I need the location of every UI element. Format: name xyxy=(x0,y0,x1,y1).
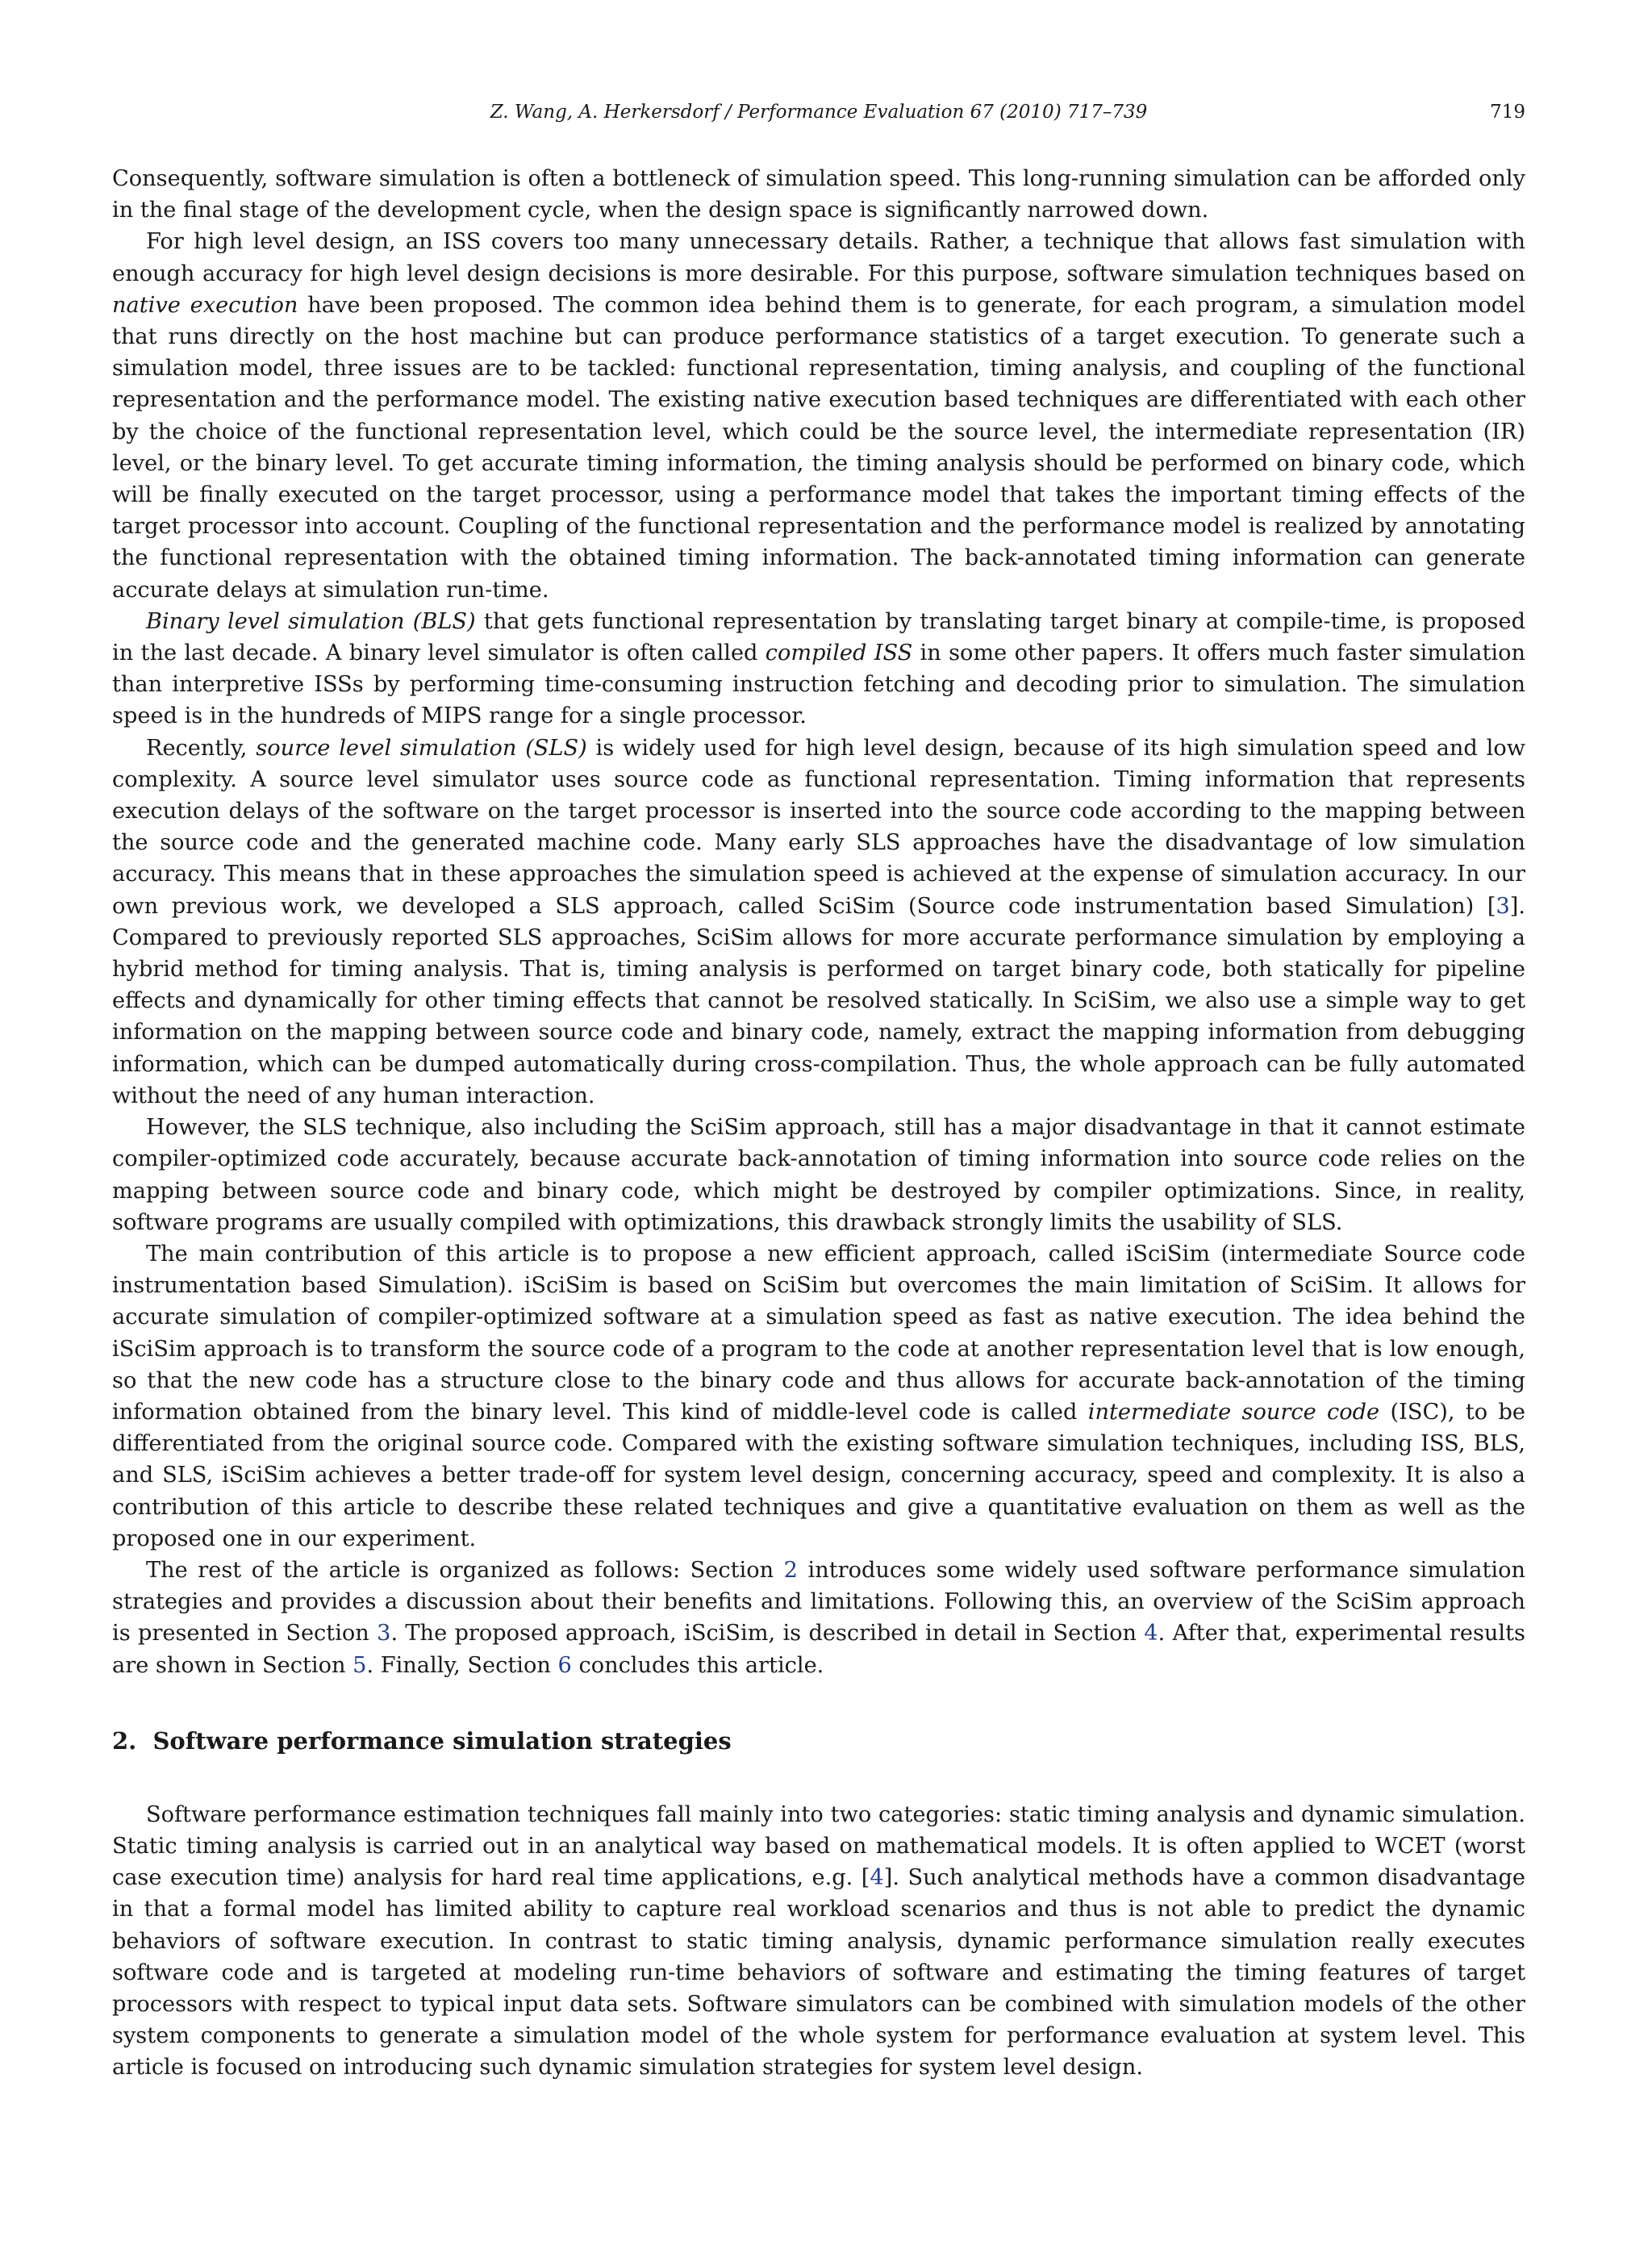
paragraph-4 xyxy=(112,733,1525,1112)
citation-link-4[interactable]: 4 xyxy=(870,1865,884,1891)
section-body-text xyxy=(112,1799,1525,2084)
section-link-6[interactable]: 6 xyxy=(557,1652,572,1678)
running-header xyxy=(112,95,1525,131)
paragraph-text: . After that, experimental results are shown in Section xyxy=(112,1621,1525,1678)
paragraph-text: (ISC), to be differentiated from the original source code. Compared with the existing software simulation techniques, including ISS, BLS, and SLS, iSciSim achieves a better trade-off for system level design, concerning accuracy, speed and complexity. It is also a contribution of this article to describe these related techniques and give a quantitative evaluation on them as well as the proposed one in our experiment. xyxy=(112,1399,1525,1551)
paragraph-text: Consequently, software simulation is often a bottleneck of simulation speed. This long-running simulation can be afforded only in the final stage of the development cycle, when the design space is significantly narrowed down. xyxy=(112,166,1525,223)
paragraph-text: . The proposed approach, iSciSim, is described in detail in Section xyxy=(390,1621,1145,1647)
section-title: Software performance simulation strategies xyxy=(152,1726,732,1755)
paragraph-text: have been proposed. The common idea behind them is to generate, for each program, a simulation model that runs directly on the host machine but can produce performance statistics of a target execution. To generate such a simulation model, three issues are to be tackled: functional representation, timing analysis, and coupling of the functional representation and the performance model. The existing native execution based techniques are differentiated with each other by the choice of the functional representation level, which could be the source level, the intermediate representation (IR) level, or the binary level. To get accurate timing information, the timing analysis should be performed on binary code, which will be finally executed on the target processor, using a performance model that takes the important timing effects of the target processor into account. Coupling of the functional representation and the performance model is realized by annotating the functional representation with the obtained timing information. The back-annotated timing information can generate accurate delays at simulation run-time. xyxy=(112,292,1525,603)
section-link-3[interactable]: 3 xyxy=(377,1621,391,1647)
emphasis-isc: intermediate source code xyxy=(1087,1399,1380,1425)
paragraph-5 xyxy=(112,1112,1525,1238)
paragraph-text: that gets functional representation by translating target binary at compile-time, is proposed in the last decade. A binary level simulator is often called xyxy=(112,608,1525,666)
section-link-2[interactable]: 2 xyxy=(783,1557,798,1583)
paper-page xyxy=(112,95,1525,2084)
paragraph-text: is widely used for high level design, because of its high simulation speed and low complexity. A source level simulator uses source code as functional representation. Timing information that represents execution delays of the software on the target processor is inserted into the source code according to the mapping between the source code and the generated machine code. Many early SLS approaches have the disadvantage of low simulation accuracy. This means that in these approaches the simulation speed is achieved at the expense of simulation accuracy. In our own previous work, we developed a SLS approach, called SciSim (Source code instrumentation based Simulation) [ xyxy=(112,735,1526,919)
emphasis-sls: source level simulation (SLS) xyxy=(256,735,587,761)
emphasis-bls: Binary level simulation (BLS) xyxy=(146,608,476,634)
body-text xyxy=(112,163,1525,1681)
paragraph-text: For high level design, an ISS covers too many unnecessary details. Rather, a technique that allows fast simulation with enough accuracy for high level design decisions is more desirable. For this purpose, software simulation techniques based on xyxy=(112,229,1525,286)
paragraph-2 xyxy=(112,226,1525,605)
citation-link-3[interactable]: 3 xyxy=(1496,893,1510,919)
emphasis-native-execution: native execution xyxy=(112,292,298,318)
section-heading xyxy=(112,1725,1525,1757)
paragraph-text: Recently, xyxy=(146,735,257,761)
section-number: 2. xyxy=(112,1726,137,1755)
section-link-5[interactable]: 5 xyxy=(353,1652,367,1678)
page-number: 719 xyxy=(1490,102,1525,123)
paragraph-6 xyxy=(112,1238,1525,1555)
paragraph-1 xyxy=(112,163,1525,226)
paragraph-text: ]. Such analytical methods have a common disadvantage in that a formal model has limited ability to capture real workload scenarios and thus is not able to predict the dynamic behaviors of software execution. In contrast to static timing analysis, dynamic performance simulation really executes software code and is targeted at modeling run-time behaviors of software and estimating the timing features of target processors with respect to typical input data sets. Software simulators can be combined with simulation models of the other system components to generate a simulation model of the whole system for performance evaluation at system level. This article is focused on introducing such dynamic simulation strategies for system level design. xyxy=(112,1865,1525,2081)
journal-citation: Z. Wang, A. Herkersdorf / Performance Evaluation 67 (2010) 717–739 xyxy=(490,102,1148,123)
paragraph-text: Software performance estimation techniques fall mainly into two categories: static timing analysis and dynamic simulation. Static timing analysis is carried out in an analytical way based on mathematical models. It is often applied to WCET (worst case execution time) analysis for hard real time applications, e.g. [ xyxy=(112,1801,1525,1891)
paragraph-text: The rest of the article is organized as follows: Section xyxy=(146,1557,784,1583)
paragraph-text: concludes this article. xyxy=(571,1652,824,1678)
paragraph-text: . Finally, Section xyxy=(366,1652,558,1678)
emphasis-compiled-iss: compiled ISS xyxy=(765,641,913,666)
paragraph-text: ]. Compared to previously reported SLS approaches, SciSim allows for more accurate performance simulation by employing a hybrid method for timing analysis. That is, timing analysis is performed on target binary code, both statically for pipeline effects and dynamically for other timing effects that cannot be resolved statically. In SciSim, we also use a simple way to get information on the mapping between source code and binary code, namely, extract the mapping information from debugging information, which can be dumped automatically during cross-compilation. Thus, the whole approach can be fully automated without the need of any human interaction. xyxy=(112,893,1525,1108)
paragraph-text: in some other papers. It offers much faster simulation than interpretive ISSs by performing time-consuming instruction fetching and decoding prior to simulation. The simulation speed is in the hundreds of MIPS range for a single processor. xyxy=(112,641,1525,729)
paragraph-8 xyxy=(112,1799,1525,2084)
paragraph-3 xyxy=(112,606,1525,733)
section-link-4[interactable]: 4 xyxy=(1144,1621,1158,1647)
paragraph-7 xyxy=(112,1555,1525,1681)
paragraph-text: The main contribution of this article is to propose a new efficient approach, called iSciSim (intermediate Source code instrumentation based Simulation). iSciSim is based on SciSim but overcomes the main limitation of SciSim. It allows for accurate simulation of compiler-optimized software at a simulation speed as fast as native execution. The idea behind the iSciSim approach is to transform the source code of a program to the code at another representation level that is low enough, so that the new code has a structure close to the binary code and thus allows for accurate back-annotation of the timing information obtained from the binary level. This kind of middle-level code is called xyxy=(112,1241,1525,1425)
paragraph-text: introduces some widely used software performance simulation strategies and provides a discussion about their benefits and limitations. Following this, an overview of the SciSim approach is presented in Section xyxy=(112,1557,1525,1647)
paragraph-text: However, the SLS technique, also including the SciSim approach, still has a major disadvantage in that it cannot estimate compiler-optimized code accurately, because accurate back-annotation of timing information into source code relies on the mapping between source code and binary code, which might be destroyed by compiler optimizations. Since, in reality, software programs are usually compiled with optimizations, this drawback strongly limits the usability of SLS. xyxy=(112,1115,1525,1235)
